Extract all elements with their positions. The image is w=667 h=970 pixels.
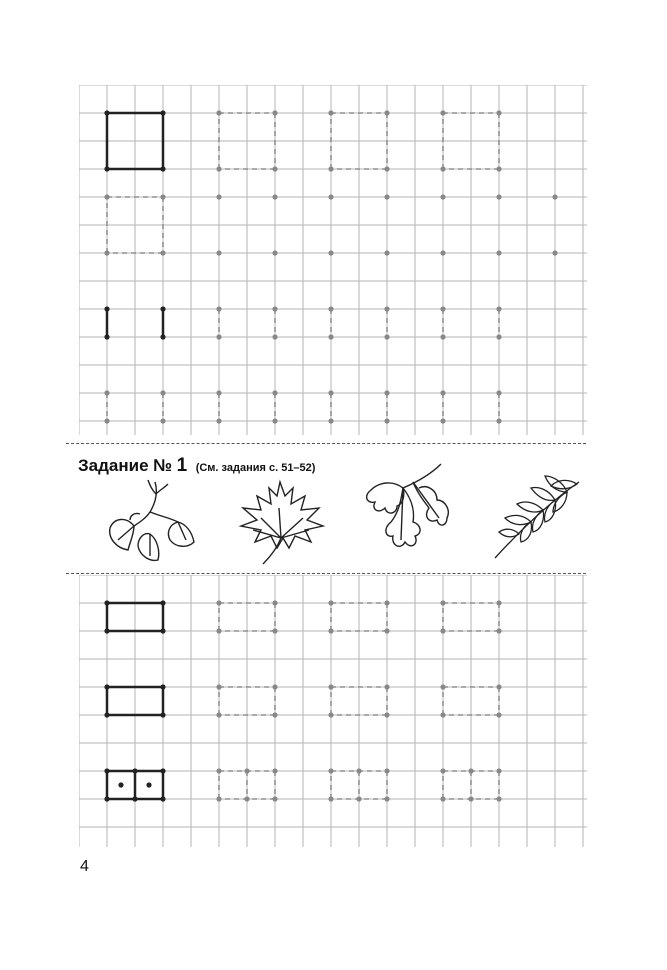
rowan-leaves-icon bbox=[487, 464, 587, 564]
task-note: (См. задания с. 51–52) bbox=[195, 462, 316, 474]
oak-leaves-icon bbox=[353, 460, 453, 565]
top-grid-drawing bbox=[79, 85, 587, 435]
page-number: 4 bbox=[80, 858, 89, 875]
leaf-illustrations bbox=[95, 458, 595, 568]
maple-leaf-icon bbox=[233, 478, 328, 568]
task-title: Задание № bbox=[78, 456, 173, 475]
top-practice-grid bbox=[79, 85, 587, 435]
task-number: 1 bbox=[176, 455, 188, 476]
dashed-cut-line-top bbox=[66, 443, 586, 444]
dashed-cut-line-bottom bbox=[66, 573, 586, 574]
bottom-practice-grid bbox=[79, 575, 587, 847]
bottom-grid-drawing bbox=[79, 575, 587, 847]
birch-leaves-icon bbox=[100, 476, 200, 566]
